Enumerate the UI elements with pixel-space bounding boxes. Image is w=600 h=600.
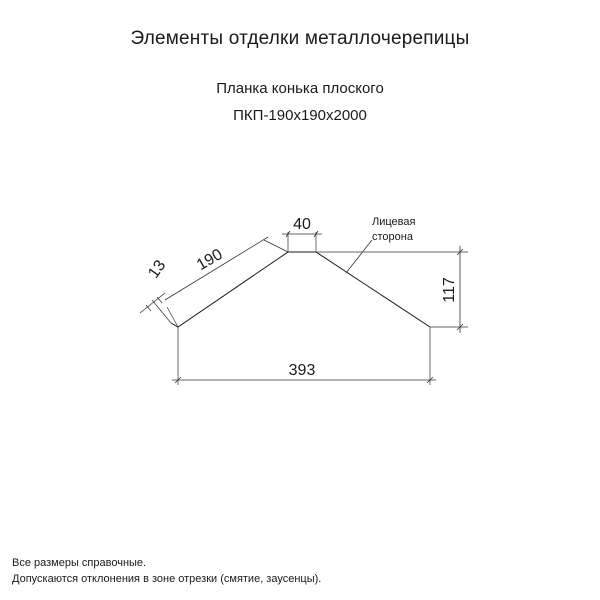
note-reference-dimensions: Все размеры справочные. <box>12 557 147 569</box>
dim-width-value: 393 <box>288 362 316 379</box>
dim-slope-value: 190 <box>193 246 226 275</box>
dim-fold-value: 13 <box>145 257 170 282</box>
notes <box>12 555 321 587</box>
product-code: ПКП-190х190х2000 <box>233 107 367 124</box>
dim-top-flat-value: 40 <box>293 216 311 233</box>
dim-line-fold <box>140 293 165 313</box>
page-title: Элементы отделки металлочерепицы <box>130 28 470 49</box>
face-side-label-line2: сторона <box>372 231 413 243</box>
product-name: Планка конька плоского <box>216 80 384 97</box>
face-side-label-line1: Лицевая <box>372 216 416 228</box>
dimension-lines <box>140 231 463 383</box>
dim-height-value: 117 <box>441 277 458 303</box>
face-side-leader <box>346 240 372 273</box>
note-cut-zone-tolerance: Допускаются отклонения в зоне отрезки (смятие, заусенцы). <box>12 573 322 585</box>
